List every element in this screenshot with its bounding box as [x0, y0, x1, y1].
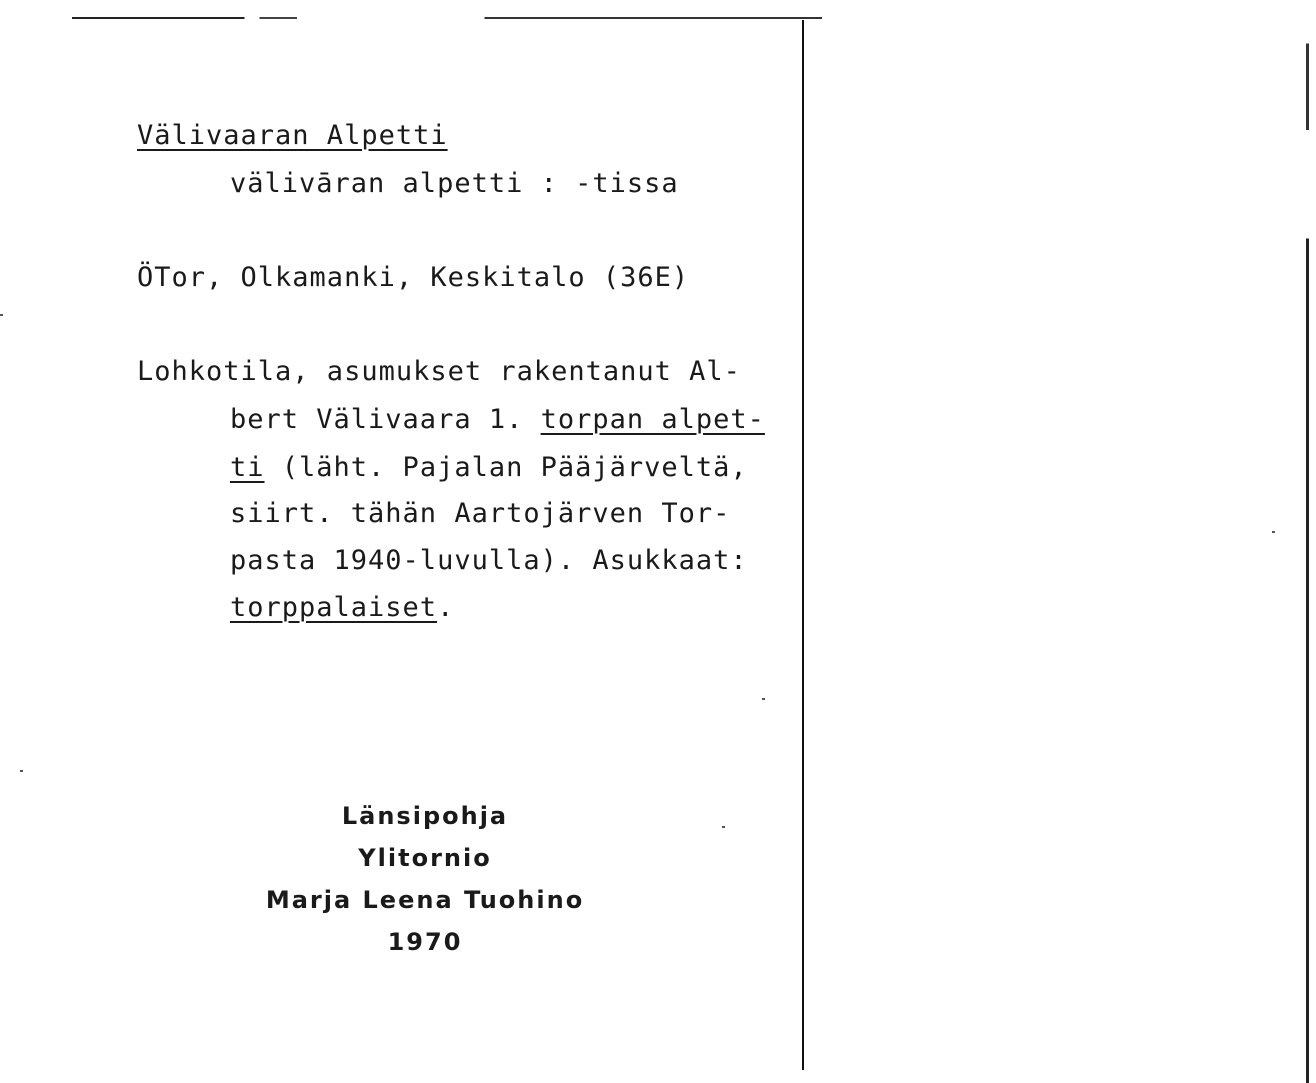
description-underlined: torpan alpet- [540, 404, 765, 435]
description-line-2 [230, 404, 765, 435]
stamp-collector: Marja Leena Tuohino [265, 886, 585, 914]
description-line-1: Lohkotila, asumukset rakentanut Al- [137, 356, 741, 387]
stamp-region: Länsipohja [341, 802, 509, 830]
card-heading: Välivaaran Alpetti [137, 120, 448, 151]
description-line-4: siirt. tähän Aartojärven Tor- [230, 498, 731, 529]
description-line-6 [230, 592, 454, 623]
location: ÖTor, Olkamanki, Keskitalo (36E) [137, 262, 690, 293]
scan-edge [1306, 0, 1309, 1083]
description-line-3 [230, 452, 748, 483]
scan-speck [762, 698, 765, 700]
description-text: bert Välivaara 1. [230, 404, 541, 435]
description-underlined: ti [230, 452, 265, 483]
description-underlined: torppalaiset [230, 592, 438, 623]
collector-stamp [230, 795, 620, 963]
card-right-edge [802, 20, 804, 1070]
stamp-year: 1970 [387, 928, 463, 956]
description-text: . [437, 592, 455, 623]
scan-speck [0, 314, 3, 316]
pronunciation: välivāran alpetti : -tissa [230, 168, 679, 199]
stamp-parish: Ylitornio [358, 844, 492, 872]
description-line-5: pasta 1940-luvulla). Asukkaat: [230, 545, 748, 576]
description-text: (läht. Pajalan Pääjärveltä, [264, 452, 748, 483]
scan-speck [20, 770, 23, 772]
scan-speck [1272, 531, 1275, 533]
scan-speck [722, 826, 725, 828]
card-top-edge [72, 17, 822, 19]
